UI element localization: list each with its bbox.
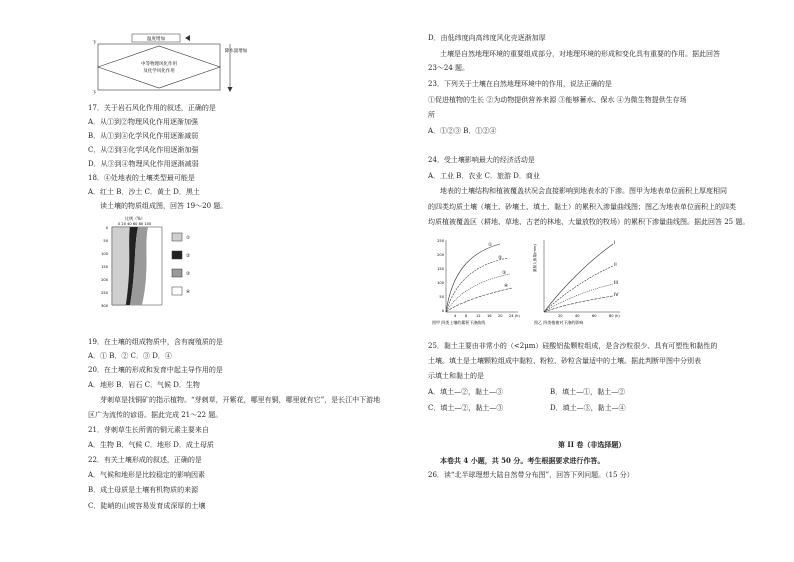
soil-legend-label: ① xyxy=(186,236,191,241)
soil-legend-label: ③ xyxy=(186,272,191,277)
chart-a-y-tick: 100 xyxy=(437,281,444,285)
chart-a-x-tick: 16 xyxy=(487,314,492,318)
chart-a-y-tick: 150 xyxy=(437,267,444,271)
soil-chart-depth-labels xyxy=(101,226,109,308)
chart-b-curve-label: IV xyxy=(614,293,619,298)
soil-chart-top-ticks: 0 20 40 60 80 100 xyxy=(118,222,152,226)
chart-a-y-tick: 0 xyxy=(441,309,444,313)
q25-option-a: A．填土—②，黏土—③ xyxy=(428,388,504,396)
soil-depth-label: 200 xyxy=(101,278,108,282)
intro-25-line1: 地表的土壤结构和植被覆盖状况会直接影响到地表水的下渗。图甲为地表单位面积上厚度相同 xyxy=(440,187,727,195)
q17-stem: 17．关于岩石风化作用的叙述，正确的是 xyxy=(88,104,216,112)
part2-note: 本卷共 4 小题，共 50 分。考生根据要求进行作答。 xyxy=(440,456,605,465)
soil-legend-label: ④ xyxy=(186,290,191,295)
diagram-corner-bl: 下 xyxy=(92,91,97,96)
soil-depth-label: 50 xyxy=(103,239,108,243)
intro-21-line2: 区广为流传的谚语。据此完成 21～22 题。 xyxy=(88,411,223,419)
q23-options: A．①②③ B．①②④ xyxy=(428,127,497,135)
soil-depth-label: 300 xyxy=(101,304,108,308)
weathering-diagram xyxy=(90,32,248,97)
q23-stem: 23．下列关于土壤在自然地理环境中的作用，说法正确的是 xyxy=(428,80,612,88)
intro-23-line2: 23～24 题。 xyxy=(428,64,470,72)
chart-a-x-tick: 4 xyxy=(454,314,457,318)
q25-line3: 示填土和黏土的是 xyxy=(428,372,484,380)
diagram-right-label: 降水量增加 xyxy=(224,49,248,54)
chart-a-curve-label: ① xyxy=(488,243,493,248)
soil-legend-swatch xyxy=(172,233,182,241)
soil-chart-top-label: 比例（%） xyxy=(125,216,145,221)
diagram-corner-tl: 下 xyxy=(92,41,97,46)
q20-stem: 20．在土壤的形成和发育中起主导作用的是 xyxy=(88,366,223,374)
q23-line2: 所 xyxy=(428,111,435,119)
soil-depth-label: 250 xyxy=(101,291,108,295)
q17-option-a: A．从①到②物理风化作用逐渐加强 xyxy=(88,118,199,126)
q18-options: A．红土 B．沙土 C．黄土 D．黑土 xyxy=(88,188,200,196)
chart-b-y-label: 累积入渗量(mm) xyxy=(533,244,537,272)
q22-option-b: B．成土母质是土壤有机物质的来源 xyxy=(88,486,199,494)
q25-option-b: B．填土—①，黏土—② xyxy=(550,388,626,396)
intro-25-line2: 的四类均质土壤（壤土、砂壤土、填土、黏土）的累积入渗量曲线图；图乙为地表单位面积上的四类 xyxy=(428,203,736,211)
q17-option-d: D．从③到④物理风化作用逐渐减弱 xyxy=(88,160,199,168)
q17-option-b: B．从①到④化学风化作用逐渐减弱 xyxy=(88,132,199,140)
soil-depth-label: 0 xyxy=(105,226,108,230)
q20-options: A．地形 B．岩石 C．气候 D．生物 xyxy=(88,381,200,389)
q22-option-a: A．气候和地形是比较稳定的影响因素 xyxy=(88,471,206,479)
q22-option-c: C．陡峭的山坡容易发育成深厚的土壤 xyxy=(88,502,206,510)
intro-21-line1: 芽刺草是找铜矿的指示植物。“芽刺草，开紫花，哪里有铜，哪里就有它”，是长江中下游地 xyxy=(100,396,381,404)
q26-stem: 26．读“北半球理想大陆自然带分布图”，回答下列问题。（15 分） xyxy=(428,471,634,479)
chart-b-vegetation-infiltration xyxy=(528,232,628,327)
q18-stem: 18．④处地表的土壤类型最可能是 xyxy=(88,174,195,182)
chart-b-x-tick: 40 xyxy=(575,314,580,318)
q19-stem: 19．在土壤的组成物质中，含有腐殖质的是 xyxy=(88,338,223,346)
q17-option-c: C．从②到④化学风化作用逐渐加强 xyxy=(88,146,199,154)
chart-a-x-tick: 24 (h) xyxy=(509,314,520,318)
chart-b-x-tick: 20 xyxy=(558,314,563,318)
q25-option-c: C．填土—②，黏土—③ xyxy=(428,404,504,412)
chart-b-caption: 图乙 四类植被对下渗的影响 xyxy=(534,320,584,325)
chart-a-x-tick: 20 xyxy=(498,314,503,318)
soil-legend-swatch xyxy=(172,287,182,295)
chart-a-soil-infiltration xyxy=(430,232,525,327)
part2-title: 第 II 卷（非选择题） xyxy=(558,440,626,449)
intro-23-line1: 土壤是自然地理环境的重要组成部分，对地理环境的形成和变化具有重要的作用。据此回答 xyxy=(440,50,720,58)
q21-stem: 21．芽刺草生长所需的铜元素主要来自 xyxy=(88,426,209,434)
chart-a-curve-label: ② xyxy=(498,256,503,261)
diagram-center-label-2: 及化学风化作用 xyxy=(143,69,175,74)
soil-legend-swatch xyxy=(172,269,182,277)
chart-a-caption: 图甲 四类土壤的累积下渗曲线 xyxy=(432,320,486,325)
chart-b-curve-label: III xyxy=(614,281,618,286)
chart-a-y-tick: 50 xyxy=(439,295,444,299)
q21-options: A．生物 B．气候 C．地形 D．成土母质 xyxy=(88,441,214,449)
soil-depth-label: 150 xyxy=(101,265,108,269)
chart-a-curve-label: ③ xyxy=(502,271,507,276)
q22-option-d: D．由低纬度向高纬度风化壳逐渐加厚 xyxy=(428,34,546,42)
soil-chart-legend xyxy=(172,233,190,295)
chart-a-x-tick: 8 xyxy=(465,314,468,318)
q19-options: A．① B．② C．③ D．④ xyxy=(88,352,172,360)
q24-stem: 24．受土壤影响最大的经济活动是 xyxy=(428,156,535,164)
chart-a-curve-label: ④ xyxy=(504,284,509,289)
chart-b-curve-label: I xyxy=(614,241,616,246)
soil-depth-label: 100 xyxy=(101,252,108,256)
soil-composition-chart xyxy=(90,215,200,310)
chart-a-y-tick: 200 xyxy=(437,253,444,257)
q25-line1: 25．黏土主要由非常小的（<2μm）硅酸铝盐颗粒组成，是含沙粒很少、具有可塑性和黏性的 xyxy=(428,342,718,350)
soil-legend-swatch xyxy=(172,251,182,259)
soil-legend-label: ② xyxy=(186,254,191,259)
q23-line1: ①促进植物的生长 ②为动物提供营养来源 ③能够蓄水、保水 ④为微生物提供生存场 xyxy=(428,96,687,104)
chart-a-x-tick: 12 xyxy=(476,314,481,318)
intro-25-line3: 均质植被覆盖区（耕地、草地、古老的林地、大量放牧的牧场）的累积下渗量曲线图。据此回答 25 题。 xyxy=(428,218,750,226)
chart-b-curve-label: II xyxy=(614,263,617,268)
q22-stem: 22．有关土壤形成的叙述，正确的是 xyxy=(88,456,202,464)
q25-line2: 土壤。填土是土壤颗粒组成中黏粒、粉粒、砂粒含量适中的土壤。据此判断甲图中分别表 xyxy=(428,357,701,365)
chart-a-y-tick: 250 xyxy=(437,239,444,243)
chart-b-x-tick: 80 (h) xyxy=(609,314,620,318)
q24-options: A．工业 B．农业 C．旅游 D．商业 xyxy=(428,172,540,180)
diagram-top-label: 温度增加 xyxy=(147,37,165,42)
q25-option-d: D．填土—③，黏土—④ xyxy=(550,404,626,412)
chart-b-x-tick: 60 xyxy=(592,314,597,318)
intro-19: 读土壤的物质组成图，回答 19～20 题。 xyxy=(100,202,228,210)
diagram-center-label-1: 中等物理风化作用 xyxy=(141,62,177,67)
